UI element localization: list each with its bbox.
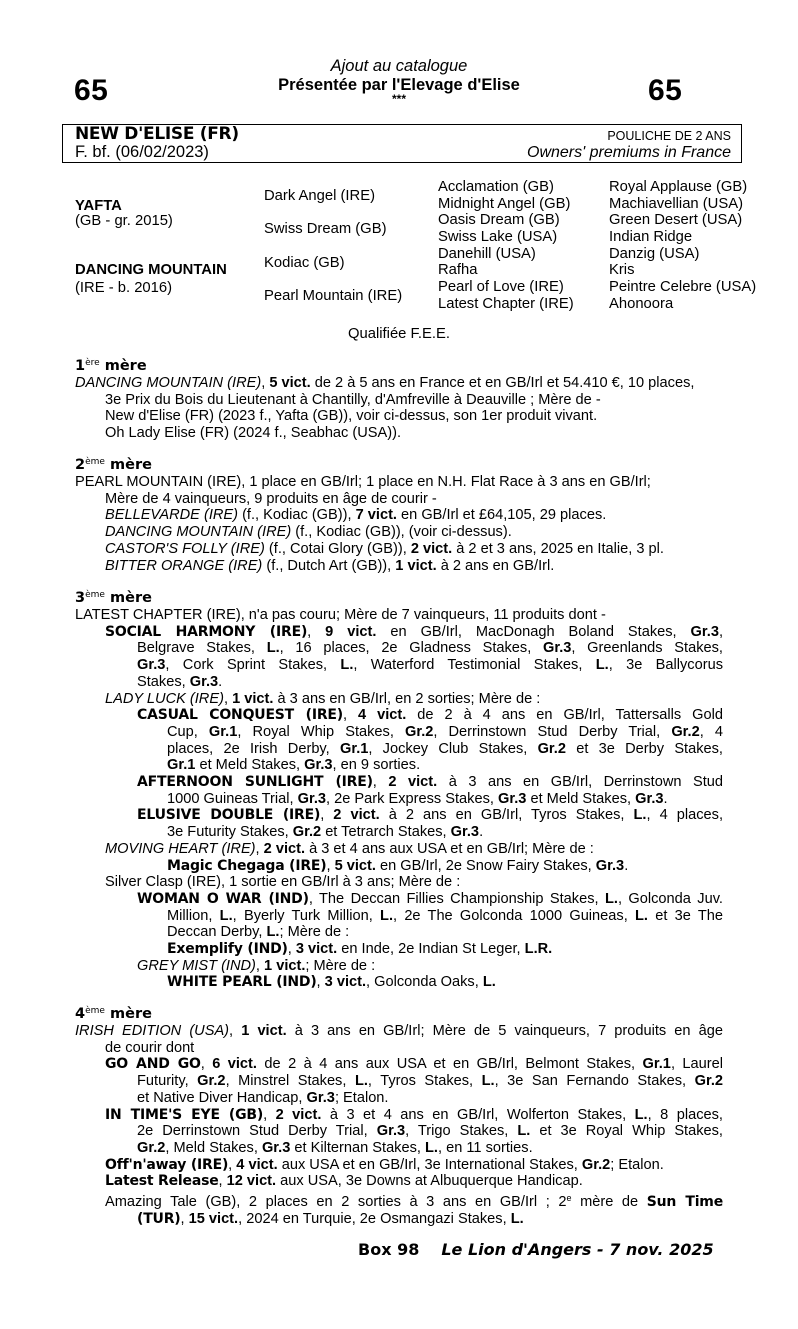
produce-entry-lady-luck: LADY LUCK (IRE), 1 vict. à 3 ans en GB/Irl, en 2 sorties; Mère de : [105, 690, 541, 707]
lot-number-left: 65 [74, 74, 109, 107]
text: et Native Diver Handicap, [137, 1089, 307, 1106]
pedigree-great-great-grandparent: Indian Ridge [609, 229, 693, 245]
race-grade: L. [219, 907, 233, 924]
produce-entry-woman-o-war [75, 891, 723, 941]
race-grade: L. [340, 657, 354, 674]
produce-name: WHITE PEARL (IND) [167, 974, 317, 991]
dam-record-line: Mère de 4 vainqueurs, 9 produits en âge de courir - [105, 490, 437, 507]
produce-entry-offnaway: Off'n'away (IRE), 4 vict. aux USA et en GB/Irl, 3e International Stakes, Gr.2; Etalon. [105, 1156, 664, 1173]
produce-line [75, 1211, 723, 1228]
dam-record-line: 3e Prix du Bois du Lieutenant à Chantilly, d'Amfreville à Deauville ; Mère de - [105, 391, 601, 408]
pedigree-great-great-grandparent: Royal Applause (GB) [609, 179, 748, 195]
produce-entry-silver-clasp: Silver Clasp (IRE), 1 sortie en GB/Irl à 3 ans; Mère de : [105, 874, 461, 891]
produce-entry [75, 507, 723, 524]
race-grade: Gr.3 [376, 1123, 406, 1140]
text: , [180, 1210, 189, 1227]
text: à 2 ans en GB/Irl, Tyros Stakes, [379, 807, 634, 824]
race-grade: Gr.2 [404, 723, 434, 740]
produce-line [75, 1190, 723, 1211]
section-title-third-dam [75, 590, 152, 606]
produce-entry: New d'Elise (FR) (2023 f., Yafta (GB)), voir ci-dessus, son 1er produit vivant. [105, 408, 598, 425]
race-grade: L. [482, 974, 496, 991]
text: à 3 et 4 ans en GB/Irl, Wolferton Stakes, [321, 1106, 635, 1123]
text: de 2 à 5 ans en France et en GB/Irl et 54.410 €, 10 places, [310, 375, 695, 391]
pedigree-great-grandparent: Acclamation (GB) [438, 179, 554, 195]
text: 3e Futurity Stakes, [167, 824, 293, 841]
text: , Golconda Oaks, [366, 974, 483, 991]
dam-entry: PEARL MOUNTAIN (IRE), 1 place en GB/Irl; 1 place en N.H. Flat Race à 3 ans en GB/Irl; [75, 474, 651, 490]
wins-count: 4 vict. [358, 707, 407, 724]
pedigree-great-great-grandparent: Danzig (USA) [609, 246, 700, 262]
produce-entry [75, 558, 723, 575]
race-grade: Gr.2 [671, 723, 700, 740]
text: , Greenlands Stakes, [571, 640, 723, 657]
wins-count: 1 vict. [232, 690, 274, 707]
produce-line [75, 1073, 723, 1090]
wins-count: 1 vict. [395, 557, 437, 574]
section-title-fourth-dam [75, 1006, 152, 1022]
race-grade: Gr.1 [339, 740, 369, 757]
text: et 3e Royal Whip Stakes, [530, 1123, 723, 1140]
pedigree-great-great-grandparent: Machiavellian (USA) [609, 196, 744, 212]
text: et 3e The [647, 907, 724, 924]
produce-entry [75, 524, 723, 541]
wins-count: 1 vict. [264, 957, 306, 974]
race-grade: Gr.3 [306, 1089, 335, 1106]
produce-line [75, 1140, 723, 1157]
race-grade: L. [266, 640, 280, 657]
pedigree-great-grandparent: Oasis Dream (GB) [438, 212, 560, 228]
wins-count: 12 vict. [226, 1173, 277, 1190]
text: , [718, 623, 724, 640]
text: (f., Cotai Glory (GB)), [264, 540, 411, 557]
second-dam-section [75, 474, 723, 574]
text: , en 11 sorties. [438, 1139, 533, 1156]
wins-count: 15 vict. [188, 1210, 239, 1227]
race-grade: Gr.2 [694, 1073, 724, 1090]
consignor: Présentée par l'Elevage d'Elise [278, 76, 520, 94]
pedigree-dam-details: (IRE - b. 2016) [75, 280, 173, 296]
race-grade: Gr.2 [581, 1156, 611, 1173]
produce-line [75, 674, 723, 691]
text: en GB/Irl, 2e Snow Fairy Stakes, [375, 857, 596, 874]
produce-entry-white-pearl: WHITE PEARL (IND), 3 vict., Golconda Oaks, L. [167, 974, 496, 991]
dam-name: DANCING MOUNTAIN (IRE) [75, 375, 262, 391]
race-grade: Gr.3 [595, 857, 625, 874]
text: mère de [571, 1194, 647, 1211]
race-grade: L. [380, 907, 394, 924]
produce-name: Sun Time [646, 1194, 723, 1211]
produce-name: DANCING MOUNTAIN (IRE) [105, 524, 292, 541]
race-grade: L. [354, 1073, 368, 1090]
race-grade: L. [633, 807, 647, 824]
text: . [663, 790, 668, 807]
wins-count: 6 vict. [212, 1056, 257, 1073]
produce-name: MOVING HEART (IRE) [105, 840, 256, 857]
pedigree-grandparent: Kodiac (GB) [264, 255, 345, 271]
produce-entry-magic-chegaga: Magic Chegaga (IRE), 5 vict. en GB/Irl, 2e Snow Fairy Stakes, Gr.3. [167, 857, 629, 874]
produce-line [75, 908, 723, 925]
produce-entry-latest-release: Latest Release, 12 vict. aux USA, 3e Downs at Albuquerque Handicap. [105, 1173, 583, 1190]
produce-name: CASTOR'S FOLLY (IRE) [105, 540, 265, 557]
race-grade: Gr.2 [197, 1073, 226, 1090]
text: (f., Kodiac (GB)), [238, 507, 356, 524]
section-number: 3 [75, 590, 86, 606]
section-number: 2 [75, 457, 86, 473]
race-grade: Gr.3 [450, 824, 480, 841]
section-number: 1 [75, 358, 86, 374]
text: et 3e Derby Stakes, [565, 740, 723, 757]
produce-line [75, 924, 723, 941]
box-number: Box 98 [358, 1240, 420, 1259]
race-grade: L.R. [524, 941, 553, 958]
section-label: mère [104, 358, 147, 374]
text: . [479, 824, 484, 841]
text: et Meld Stakes, [195, 757, 305, 774]
race-grade: Gr.3 [261, 1139, 291, 1156]
text: , Minstrel Stakes, [225, 1073, 355, 1090]
footer [358, 1240, 714, 1259]
text: ; Etalon. [610, 1156, 664, 1173]
race-grade: L. [510, 1210, 524, 1227]
produce-entry-casual-conquest [75, 707, 723, 774]
text: Deccan Derby, [167, 924, 267, 941]
pedigree-great-grandparent: Danehill (USA) [438, 246, 536, 262]
text: , Cork Sprint Stakes, [165, 657, 341, 674]
section-label: mère [110, 457, 152, 473]
section-ordinal-suffix: ère [85, 358, 100, 368]
text: , Golconda Juv. [617, 890, 723, 907]
text: Million, [167, 907, 220, 924]
race-grade: Gr.3 [690, 623, 719, 640]
text: à 2 et 3 ans, 2025 en Italie, 3 pl. [452, 540, 664, 557]
race-grade: Gr.3 [189, 673, 219, 690]
pedigree-grandparent: Swiss Dream (GB) [264, 221, 387, 237]
produce-name: BELLEVARDE (IRE) [105, 507, 239, 524]
text: . [624, 857, 629, 874]
race-grade: Gr.3 [635, 790, 664, 807]
race-grade: Gr.1 [167, 757, 196, 774]
produce-name: IN TIME'S EYE (GB) [105, 1106, 264, 1123]
text: en Inde, 2e Indian St Leger, [337, 941, 525, 958]
produce-entry [75, 541, 723, 558]
text: ; Mère de : [305, 957, 376, 974]
produce-entry-social-harmony [75, 624, 723, 691]
race-grade: Gr.3 [304, 757, 333, 774]
pedigree-grandparent: Dark Angel (IRE) [264, 188, 376, 204]
text: , Tyros Stakes, [367, 1073, 482, 1090]
text: , Byerly Turk Million, [232, 907, 381, 924]
horse-name-box [62, 124, 742, 163]
text: , Trigo Stakes, [405, 1123, 518, 1140]
wins-count: 3 vict. [324, 974, 367, 991]
produce-name: Magic Chegaga (IRE) [167, 857, 327, 874]
catalogue-addition-note: Ajout au catalogue [330, 57, 468, 75]
race-grade: L. [635, 907, 648, 924]
produce-line [75, 824, 723, 841]
race-grade: L. [481, 1073, 495, 1090]
ordinal-suffix: e [566, 1193, 572, 1204]
text: aux USA, 3e Downs at Albuquerque Handicap. [276, 1173, 583, 1190]
section-label: mère [110, 590, 152, 606]
text: (f., Kodiac (GB)), (voir ci-dessus). [291, 524, 512, 541]
text: , The Deccan Fillies Championship Stakes, [308, 890, 605, 907]
race-grade: L. [595, 657, 609, 674]
text: , Derrinstown Stud Derby Trial, [433, 723, 672, 740]
produce-line [75, 640, 723, 657]
race-grade: L. [604, 890, 618, 907]
first-dam-section [75, 375, 723, 442]
text: de 2 à 4 ans aux USA et en GB/Irl, Belmont Stakes, [256, 1056, 643, 1073]
wins-count: 3 vict. [295, 941, 338, 958]
text: de 2 à 4 ans en GB/Irl, Tattersalls Gold [406, 707, 723, 724]
produce-line [75, 791, 723, 808]
produce-name: AFTERNOON SUNLIGHT (IRE) [137, 774, 373, 791]
produce-entry-elusive-double [75, 807, 723, 840]
text: et Meld Stakes, [526, 790, 636, 807]
text: , Jockey Club Stakes, [368, 740, 538, 757]
section-number: 4 [75, 1006, 86, 1022]
produce-line [75, 1090, 723, 1107]
text: à 3 et 4 ans aux USA et en GB/Irl; Mère de : [305, 840, 594, 857]
produce-line [75, 757, 723, 774]
text: , 4 places, [646, 807, 723, 824]
wins-count: 2 vict. [333, 807, 380, 824]
race-grade: Gr.3 [137, 657, 166, 674]
text: Futurity, [137, 1073, 198, 1090]
produce-line [75, 891, 723, 908]
race-grade: L. [634, 1106, 648, 1123]
text: , 4 [699, 723, 723, 740]
horse-sex-age: POULICHE DE 2 ANS [607, 129, 731, 143]
text: Stakes, [137, 673, 190, 690]
text: , 3e Ballycorus [608, 657, 723, 674]
text: Cup, [167, 723, 209, 740]
horse-name: NEW D'ELISE (FR) [75, 124, 239, 144]
produce-line: ELUSIVE DOUBLE (IRE), 2 vict. à 2 ans en GB/Irl, Tyros Stakes, L., 4 places, [137, 807, 723, 824]
text: , [261, 375, 270, 391]
text: ; Etalon. [334, 1089, 389, 1106]
text: à 3 ans en GB/Irl; Mère de 5 vainqueurs, 7 produits en âge [286, 1023, 723, 1039]
text: places, 2e Irish Derby, [167, 740, 340, 757]
produce-entry-moving-heart: MOVING HEART (IRE), 2 vict. à 3 et 4 ans aux USA et en GB/Irl; Mère de : [105, 840, 594, 857]
wins-count: 2 vict. [388, 774, 438, 791]
produce-entry-exemplify: Exemplify (IND), 3 vict. en Inde, 2e Indian St Leger, L.R. [167, 941, 553, 958]
dam-entry [75, 375, 723, 392]
qualification-note: Qualifiée F.E.E. [348, 326, 450, 342]
lot-number-right: 65 [648, 74, 683, 107]
section-title-first-dam [75, 358, 147, 374]
produce-line: IN TIME'S EYE (GB), 2 vict. à 3 et 4 ans en GB/Irl, Wolferton Stakes, L., 8 places, [105, 1106, 723, 1123]
pedigree-great-grandparent: Swiss Lake (USA) [438, 229, 558, 245]
pedigree-great-great-grandparent: Green Desert (USA) [609, 212, 743, 228]
pedigree-grandparent: Pearl Mountain (IRE) [264, 288, 403, 304]
wins-count: 9 vict. [325, 623, 377, 640]
text: , 2e Park Express Stakes, [326, 790, 498, 807]
text: , Meld Stakes, [165, 1139, 262, 1156]
text: à 3 ans en GB/Irl, Derrinstown Stud [437, 774, 724, 791]
text: en GB/Irl et £64,105, 29 places. [396, 507, 607, 524]
produce-line [75, 724, 723, 741]
race-grade: Gr.2 [137, 1139, 166, 1156]
race-grade: Gr.3 [542, 640, 572, 657]
produce-line: CASUAL CONQUEST (IRE), 4 vict. de 2 à 4 ans en GB/Irl, Tattersalls Gold [137, 707, 723, 724]
pedigree-great-grandparent: Rafha [438, 262, 478, 278]
race-grade: Gr.1 [208, 723, 238, 740]
produce-name: Latest Release [105, 1173, 219, 1190]
produce-entry-afternoon-sunlight [75, 774, 723, 807]
produce-line: AFTERNOON SUNLIGHT (IRE), 2 vict. à 3 ans en GB/Irl, Derrinstown Stud [137, 774, 724, 791]
text: ; Mère de : [279, 924, 350, 941]
produce-entry-go-and-go [75, 1056, 723, 1106]
wins-count: 1 vict. [241, 1023, 287, 1039]
text: , Royal Whip Stakes, [237, 723, 405, 740]
fourth-dam-section [75, 1023, 723, 1227]
pedigree-sire-details: (GB - gr. 2015) [75, 213, 173, 229]
text: . [218, 673, 223, 690]
produce-name: GO AND GO [105, 1056, 201, 1073]
dam-entry: IRISH EDITION (USA), 1 vict. à 3 ans en GB/Irl; Mère de 5 vainqueurs, 7 produits en âge [75, 1023, 723, 1039]
text: , 2024 en Turquie, 2e Osmangazi Stakes, [238, 1210, 511, 1227]
text: à 2 ans en GB/Irl. [436, 557, 555, 574]
section-ordinal-suffix: ème [85, 590, 105, 600]
wins-count: 5 vict. [334, 857, 376, 874]
produce-name: ELUSIVE DOUBLE (IRE) [137, 807, 321, 824]
race-grade: L. [266, 924, 280, 941]
pedigree-sire-name: YAFTA [75, 198, 122, 214]
produce-entry-in-times-eye [75, 1107, 723, 1157]
sale-place-date: Le Lion d'Angers - 7 nov. 2025 [441, 1240, 714, 1259]
produce-name: (TUR) [137, 1210, 181, 1227]
produce-name: CASUAL CONQUEST (IRE) [137, 707, 343, 724]
section-label: mère [110, 1006, 152, 1022]
race-grade: Gr.3 [297, 790, 327, 807]
wins-count: 4 vict. [236, 1156, 278, 1173]
race-grade: Gr.1 [642, 1056, 671, 1073]
wins-count: 5 vict. [269, 375, 311, 391]
produce-name: WOMAN O WAR (IND) [137, 890, 309, 907]
text: , Laurel [670, 1056, 724, 1073]
text: 1000 Guineas Trial, [167, 790, 298, 807]
section-ordinal-suffix: ème [85, 457, 105, 467]
text: , 2e The Golconda 1000 Guineas, [393, 907, 635, 924]
text: , en 9 sorties. [332, 757, 421, 774]
produce-name: Off'n'away (IRE) [105, 1156, 229, 1173]
section-title-second-dam [75, 457, 152, 473]
text: , 8 places, [647, 1106, 723, 1123]
pedigree-great-grandparent: Pearl of Love (IRE) [438, 279, 564, 295]
dam-name: IRISH EDITION (USA) [75, 1023, 230, 1039]
produce-line [75, 741, 723, 758]
text: Amazing Tale (GB), 2 places en 2 sorties à 3 ans en GB/Irl ; 2 [105, 1194, 567, 1211]
dam-entry: LATEST CHAPTER (IRE), n'a pas couru; Mère de 7 vainqueurs, 11 produits dont - [75, 607, 606, 623]
owners-premium-note: Owners' premiums in France [527, 144, 731, 161]
pedigree-great-great-grandparent: Kris [609, 262, 635, 278]
text: 2e Derrinstown Stud Derby Trial, [137, 1123, 377, 1140]
text: aux USA et en GB/Irl, 3e International Stakes, [277, 1156, 582, 1173]
produce-name: LADY LUCK (IRE) [105, 690, 224, 707]
text: Belgrave Stakes, [137, 640, 267, 657]
section-ordinal-suffix: ème [85, 1006, 105, 1016]
text: , Waterford Testimonial Stakes, [353, 657, 596, 674]
race-grade: Gr.3 [498, 790, 527, 807]
stars-separator: *** [391, 92, 406, 106]
pedigree-dam-name: DANCING MOUNTAIN [75, 262, 227, 278]
wins-count: 2 vict. [275, 1106, 322, 1123]
race-grade: Gr.2 [292, 824, 322, 841]
produce-line: GO AND GO, 6 vict. de 2 à 4 ans aux USA et en GB/Irl, Belmont Stakes, Gr.1, Laurel [105, 1056, 724, 1073]
produce-entry-amazing-tale [75, 1190, 723, 1227]
text: , 3e San Fernando Stakes, [494, 1073, 695, 1090]
race-grade: L. [425, 1139, 438, 1156]
pedigree-great-grandparent: Midnight Angel (GB) [438, 196, 571, 212]
race-grade: Gr.2 [537, 740, 566, 757]
dam-record-line: de courir dont [105, 1039, 195, 1056]
wins-count: 7 vict. [355, 507, 397, 524]
text: en GB/Irl, MacDonagh Boland Stakes, [376, 623, 691, 640]
wins-count: 2 vict. [410, 540, 453, 557]
produce-entry-grey-mist: GREY MIST (IND), 1 vict.; Mère de : [137, 957, 376, 974]
pedigree-great-great-grandparent: Peintre Celebre (USA) [609, 279, 757, 295]
wins-count: 2 vict. [263, 840, 306, 857]
text: à 3 ans en GB/Irl, en 2 sorties; Mère de : [273, 690, 541, 707]
produce-name: GREY MIST (IND) [137, 957, 256, 974]
text: (f., Dutch Art (GB)), [262, 557, 396, 574]
third-dam-section [75, 607, 723, 991]
horse-description: F. bf. (06/02/2023) [75, 143, 209, 161]
text: et Tetrarch Stakes, [321, 824, 451, 841]
pedigree-great-great-grandparent: Ahonoora [609, 296, 674, 312]
produce-line [75, 1123, 723, 1140]
race-grade: L. [517, 1123, 531, 1140]
produce-name: Exemplify (IND) [167, 941, 288, 958]
text: , 16 places, 2e Gladness Stakes, [279, 640, 543, 657]
produce-name: SOCIAL HARMONY (IRE) [105, 623, 308, 640]
text: et Kilternan Stakes, [290, 1139, 426, 1156]
produce-line [75, 657, 723, 674]
pedigree-great-grandparent: Latest Chapter (IRE) [438, 296, 574, 312]
produce-entry: Oh Lady Elise (FR) (2024 f., Seabhac (USA)). [105, 425, 402, 442]
produce-name: BITTER ORANGE (IRE) [105, 557, 263, 574]
produce-line: SOCIAL HARMONY (IRE), 9 vict. en GB/Irl, MacDonagh Boland Stakes, Gr.3, [105, 623, 724, 640]
